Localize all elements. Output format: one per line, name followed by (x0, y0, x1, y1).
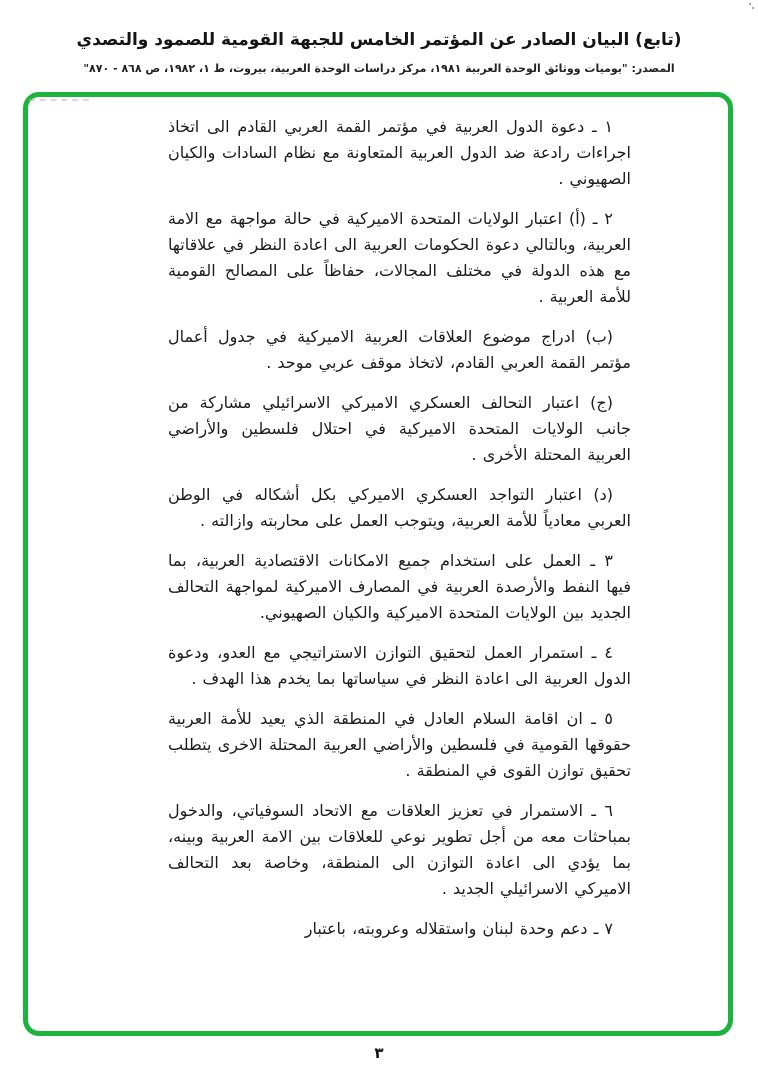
document-source-citation: المصدر: "يوميات ووثائق الوحدة العربية ١٩٨١، مركز دراسات الوحدة العربية، بيروت، ط ١، ١٩٨٢، ص ٨٦٨ - ٨٧٠" (83, 62, 675, 75)
document-title: (تابع) البيان الصادر عن المؤتمر الخامس للجبهة القومية للصمود والتصدي (76, 30, 682, 50)
paragraph-item-1: ١ ـ دعوة الدول العربية في مؤتمر القمة العربي القادم الى اتخاذ اجراءات رادعة ضد الدول العربية المتعاونة مع نظام السادات والكيان الصهيوني . (168, 117, 631, 188)
paragraph-item-2b: (ب) ادراج موضوع العلاقات العربية الاميركية في جدول أعمال مؤتمر القمة العربي القادم، لاتخاذ موقف عربي موحد . (168, 327, 631, 372)
paragraph-item-5: ٥ ـ ان اقامة السلام العادل في المنطقة الذي يعيد للأمة العربية حقوقها القومية في فلسطين والأراضي العربية المحتلة الاخرى يتطلب تحقيق توازن القوى في المنطقة . (168, 709, 631, 780)
paragraph-item-2d: (د) اعتبار التواجد العسكري الاميركي بكل أشكاله في الوطن العربي معادياً للأمة العربية، ويتوجب العمل على محاربته وازالته . (168, 485, 631, 530)
paragraph-item-7: ٧ ـ دعم وحدة لبنان واستقلاله وعروبته، باعتبار (304, 919, 613, 938)
document-body (168, 114, 631, 956)
scan-artifact-dashed-line (29, 99, 89, 101)
paragraph-item-3: ٣ ـ العمل على استخدام جميع الامكانات الاقتصادية العربية، بما فيها النفط والأرصدة العربية في المصارف الاميركية لمواجهة التحالف الجديد بين الولايات المتحدة الاميركية والكيان الصهيوني. (168, 551, 631, 622)
scan-artifact-corner-mark (748, 2, 755, 10)
page-number: ٣ (374, 1044, 384, 1062)
paragraph-item-2a: ٢ ـ (أ) اعتبار الولايات المتحدة الاميركية في حالة مواجهة مع الامة العربية، وبالتالي دعوة الحكومات العربية الى اعادة النظر في علاقاتها مع هذه الدولة في مختلف المجالات، حفاظاً على المصالح القومية للأمة العربية . (168, 209, 631, 306)
paragraph-item-6: ٦ ـ الاستمرار في تعزيز العلاقات مع الاتحاد السوفياتي، والدخول بمباحثات معه من أجل تطوير نوعي للعلاقات بين الامة العربية وبينه، بما يؤدي الى اعادة التوازن الى المنطقة، وخاصة بعد التحالف الاميركي الاسرائيلي الجديد . (168, 801, 631, 898)
paragraph-item-2c: (ج) اعتبار التحالف العسكري الاميركي الاسرائيلي مشاركة من جانب الولايات المتحدة الاميركية في احتلال فلسطين والأراضي العربية المحتلة الأخرى . (168, 393, 631, 464)
paragraph-item-4: ٤ ـ استمرار العمل لتحقيق التوازن الاستراتيجي مع العدو، ودعوة الدول العربية الى اعادة النظر في سياساتها بما يخدم هذا الهدف . (168, 643, 631, 688)
